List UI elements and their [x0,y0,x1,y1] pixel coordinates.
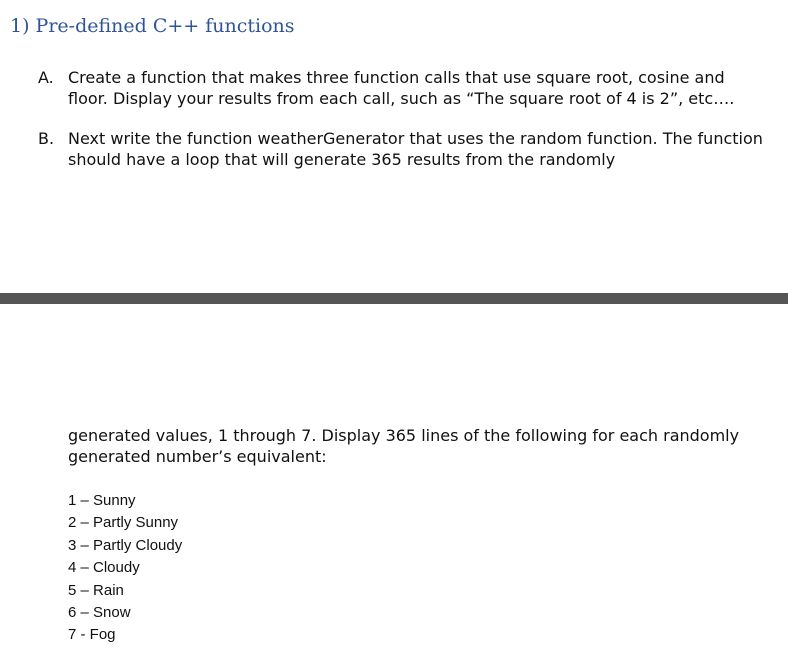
weather-code-item: 5 – Rain [68,581,124,599]
list-item-a [38,68,768,109]
list-marker-b: B. [38,129,55,148]
list-item-b [38,129,768,170]
weather-code-item: 7 - Fog [68,626,116,644]
list-marker-a: A. [38,68,54,87]
weather-code-item: 1 – Sunny [68,492,136,509]
weather-code-item: 3 – Partly Cloudy [68,536,183,554]
weather-code-item: 6 – Snow [68,604,131,622]
weather-code-item: 4 – Cloudy [68,559,140,577]
page-break-divider [0,293,788,304]
weather-code-list [68,490,182,647]
continuation-paragraph: generated values, 1 through 7. Display 365 lines of the following for each randomly generated number’s equivalent: [68,426,740,466]
weather-code-item: 2 – Partly Sunny [68,514,179,532]
list-item-b-text: Next write the function weatherGenerator that uses the random function. The function should have a loop that will generate 365 results from the randomly [68,129,763,169]
list-item-a-text: Create a function that makes three function calls that use square root, cosine and floor. Display your results from each call, such as “The square root of 4 is 2”, etc…. [68,68,735,108]
section-heading: 1) Pre-defined C++ functions [10,15,295,37]
